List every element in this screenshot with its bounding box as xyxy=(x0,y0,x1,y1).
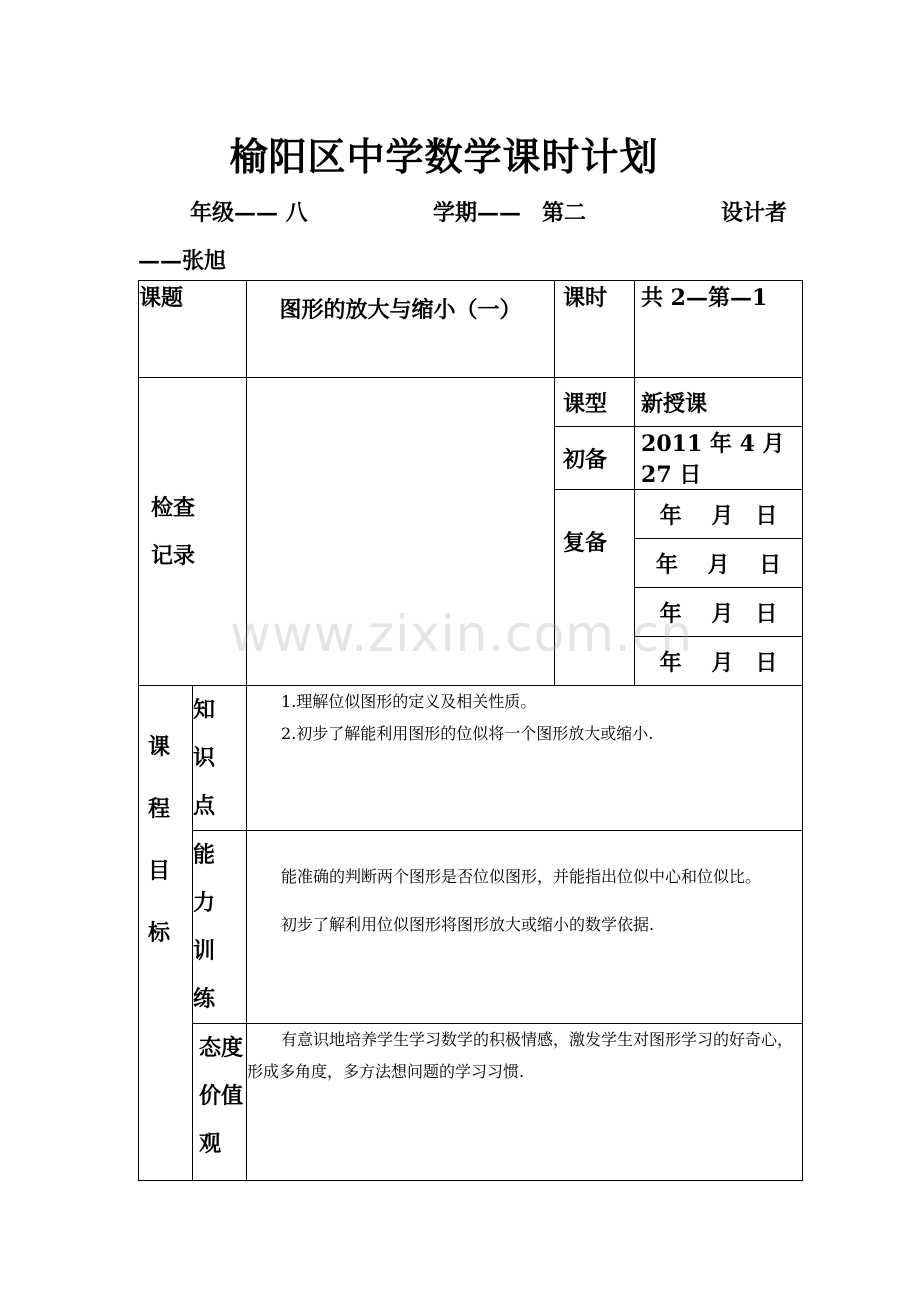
topic-value: 图形的放大与缩小（一） xyxy=(247,281,555,378)
term-label: 学期—— xyxy=(433,200,522,226)
re-prep-date: 年 月 日 xyxy=(635,539,803,588)
page-title: 榆阳区中学数学课时计划 xyxy=(229,135,659,179)
watermark: www.zixin.com.cn xyxy=(230,605,694,663)
re-prep-date: 年 月 日 xyxy=(635,588,803,637)
period-label: 课时 xyxy=(555,281,635,378)
attitude-content xyxy=(247,1024,803,1181)
knowledge-label: 知 识 点 xyxy=(193,686,247,831)
check-record-area xyxy=(247,378,555,686)
knowledge-content xyxy=(247,686,803,831)
initial-prep-date: 2011 年 4 月 27 日 xyxy=(635,427,803,490)
designer-label: 设计者 xyxy=(721,200,788,226)
designer-value: ——张旭 xyxy=(138,248,227,274)
initial-prep-label: 初备 xyxy=(555,427,635,490)
ability-label: 能 力 训 练 xyxy=(193,831,247,1024)
attitude-item: 有意识地培养学生学习数学的积极情感，激发学生对图形学习的好奇心，形成多角度，多方法想问题的学习习惯. xyxy=(247,1030,794,1081)
lesson-type-value: 新授课 xyxy=(635,378,803,427)
ability-item: 能准确的判断两个图形是否位似图形，并能指出位似中心和位似比。 xyxy=(281,867,762,886)
ability-item: 初步了解利用位似图形将图形放大或缩小的数学依据. xyxy=(281,915,655,934)
check-record-label: 检查 记录 xyxy=(139,378,247,686)
grade-label: 年级—— 八 xyxy=(190,200,308,226)
period-value: 共 2—第—1 xyxy=(635,281,803,378)
objectives-label: 课 程 目 标 xyxy=(139,686,193,1181)
lesson-type-label: 课型 xyxy=(555,378,635,427)
lesson-plan-table xyxy=(138,280,803,1181)
re-prep-label: 复备 xyxy=(555,490,635,686)
ability-content xyxy=(247,831,803,1024)
knowledge-item: 1.理解位似图形的定义及相关性质。 xyxy=(281,692,537,711)
topic-label: 课题 xyxy=(139,281,247,378)
re-prep-date: 年 月 日 xyxy=(635,490,803,539)
knowledge-item: 2.初步了解能利用图形的位似将一个图形放大或缩小. xyxy=(281,724,654,743)
attitude-label: 态度 价值 观 xyxy=(193,1024,247,1181)
term-value: 第二 xyxy=(542,200,587,226)
re-prep-date: 年 月 日 xyxy=(635,637,803,686)
